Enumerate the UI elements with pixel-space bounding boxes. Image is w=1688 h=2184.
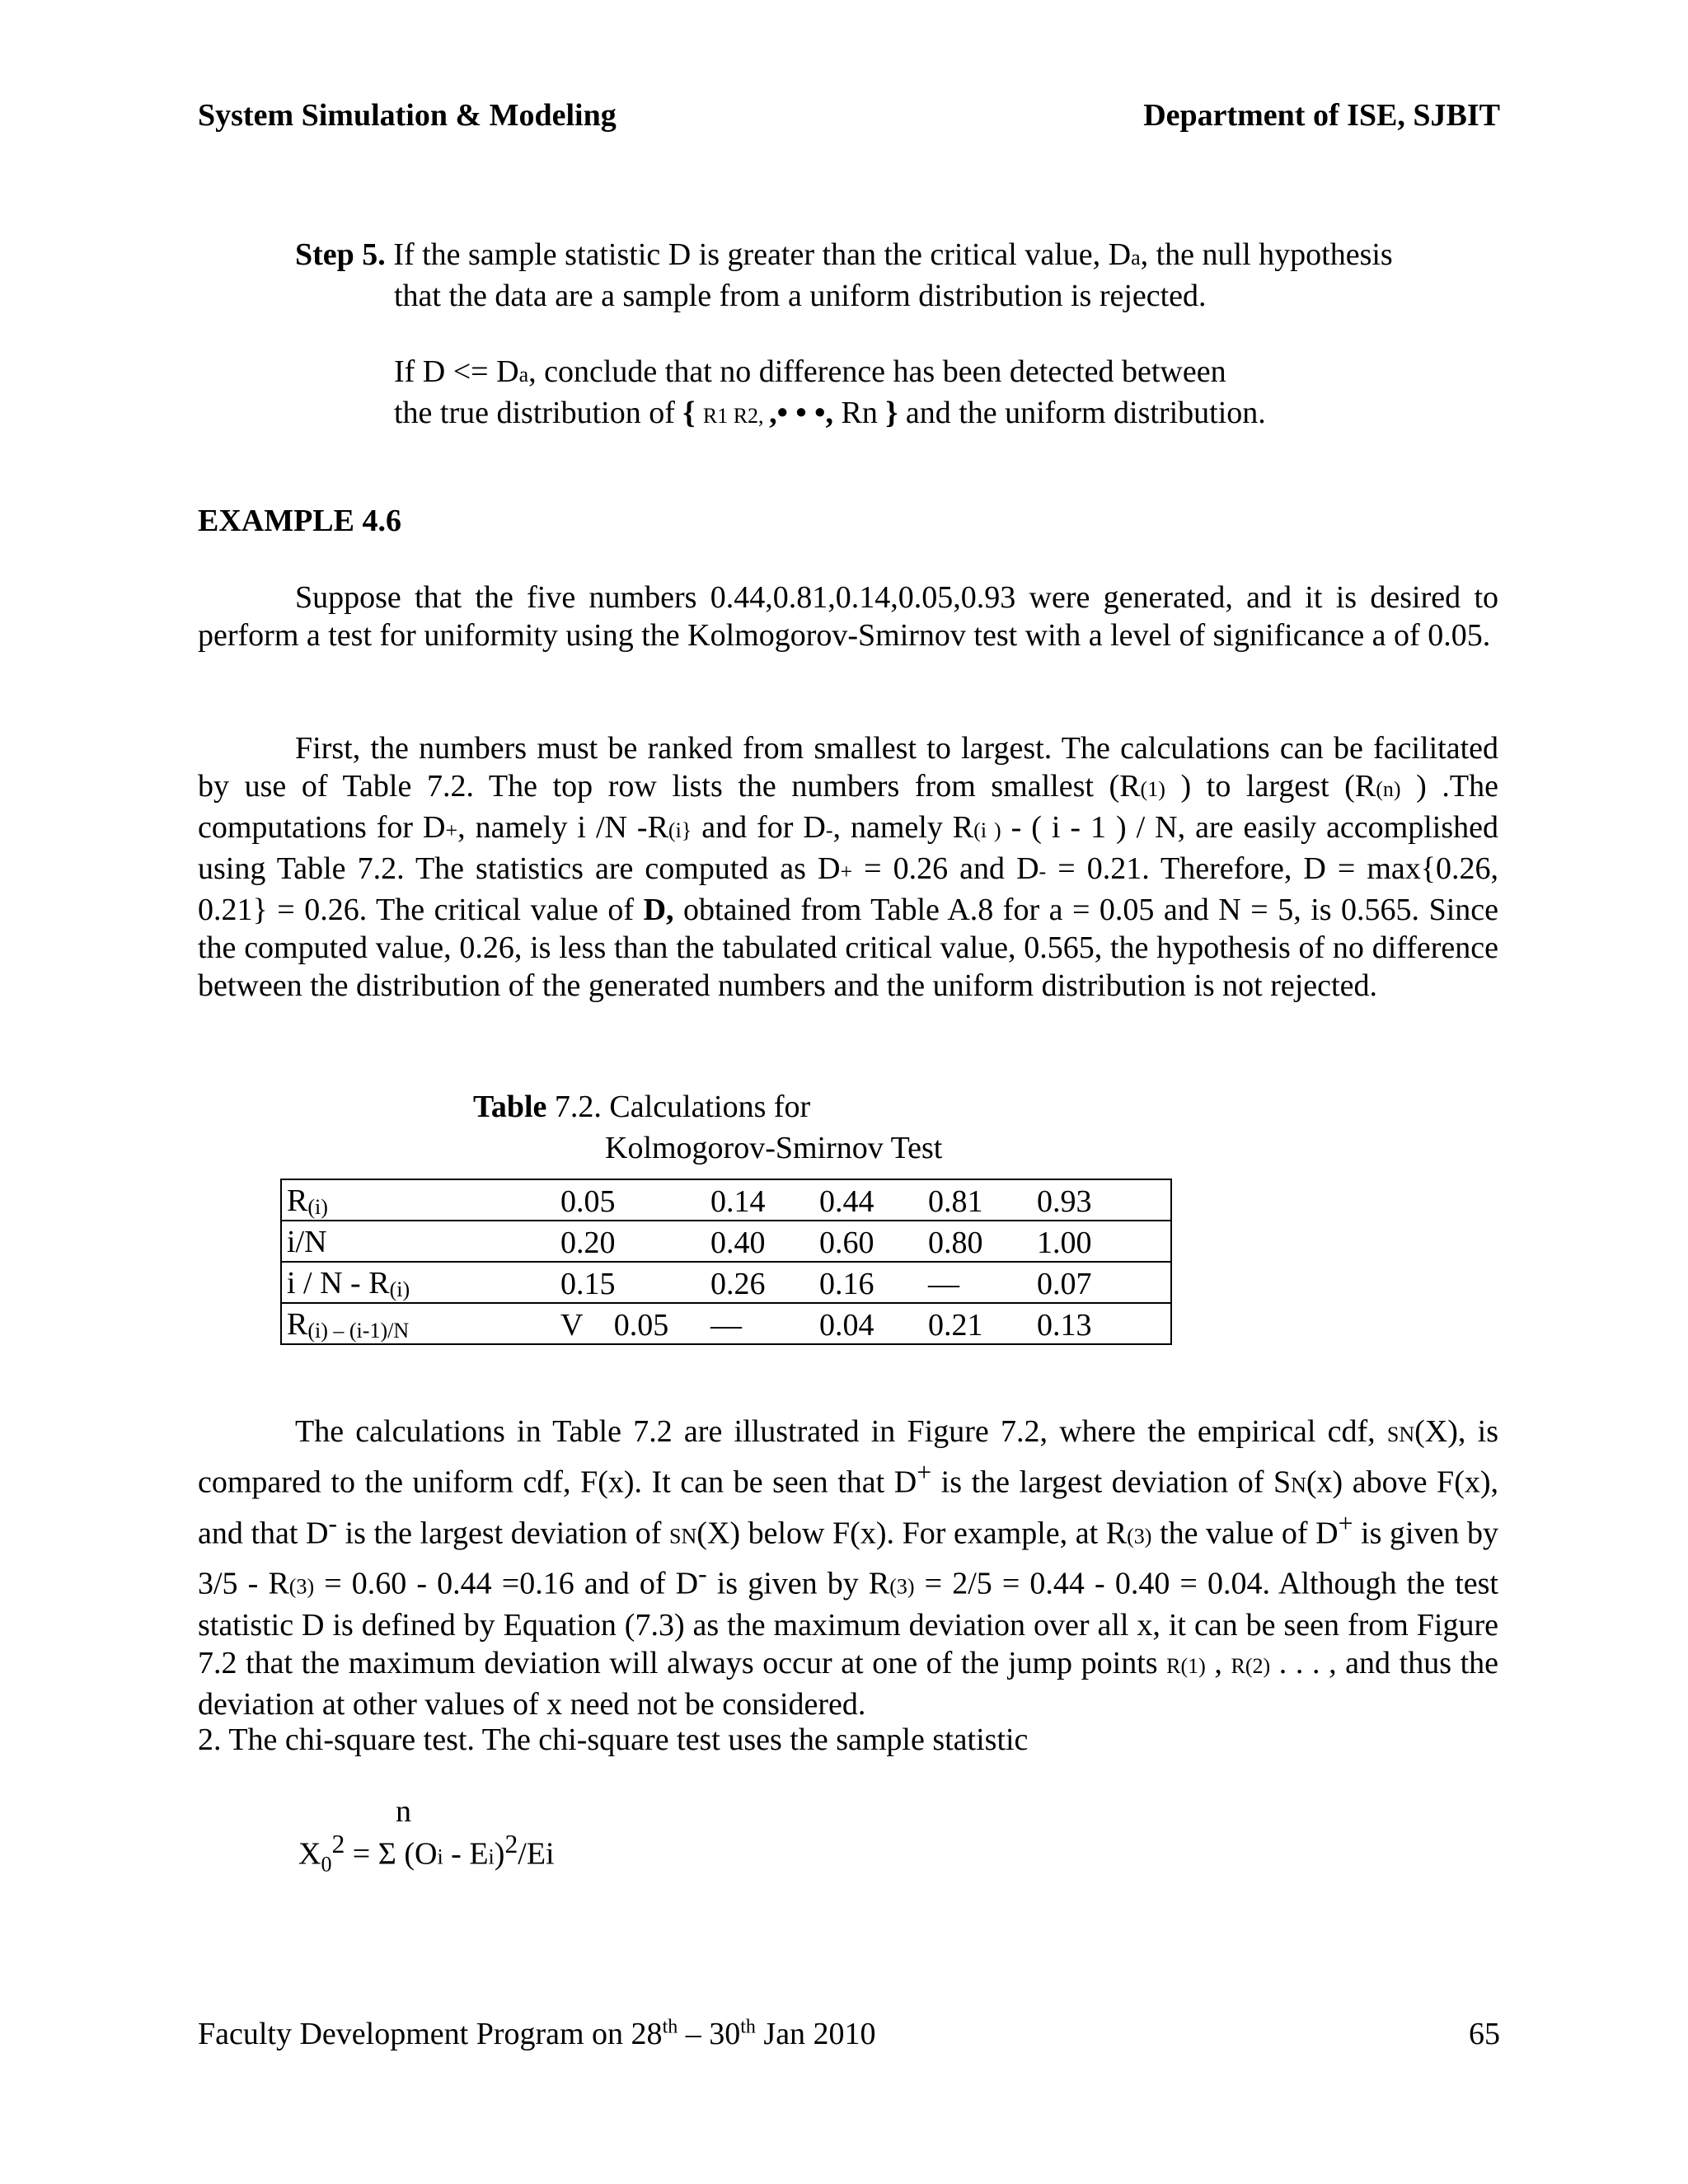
table-cell: 0.07 — [1032, 1262, 1171, 1303]
row-label: i / N - R(i) — [281, 1262, 556, 1303]
step5-line1: Step 5. If the sample statistic D is greater than the critical value, Da, the null hypothesis — [295, 237, 1393, 272]
table-cell: 0.13 — [1032, 1303, 1171, 1344]
step5-label: Step 5. — [295, 237, 386, 272]
chi-square-intro: 2. The chi-square test. The chi-square test uses the sample statistic — [198, 1722, 1029, 1757]
figure-discussion-paragraph: The calculations in Table 7.2 are illustrated in Figure 7.2, where the empirical cdf, SN(X), is compared to the uniform cdf, F(x). It can be seen that D+ is the largest deviation of SN(x) above F(x), and that D- is the largest deviation of SN(X) below F(x). For example, at R(3) the value of D+ is given by 3/5 - R(3) = 0.60 - 0.44 =0.16 and of D- is given by R(3) = 2/5 = 0.44 - 0.40 = 0.04. Although the test statistic D is defined by Equation (7.3) as the maximum deviation over all x, it can be seen from Figure 7.2 that the maximum deviation will always occur at one of the jump points R(1) , R(2) . . . , and thus the deviation at other values of x need not be considered. — [198, 1414, 1499, 1722]
table-cell: 0.14 — [706, 1179, 814, 1221]
chi-square-equation: $X_0^2 = \Sigma$ (Oi - Ei)$^2$/Ei — [298, 1830, 555, 1877]
example-paragraph-2: First, the numbers must be ranked from smallest to largest. The calculations can be facilitated by use of Table 7.2. The top row lists the numbers from smallest (R(1) ) to largest (R(n) ) .The computations for D+, namely i /N -R(i} and for D-, namely R(i ) - ( i - 1 ) / N, are easily accomplished using Table 7.2. The statistics are computed as D+ = 0.26 and D- = 0.21. Therefore, D = max{0.26, 0.21} = 0.26. The critical value of D, obtained from Table A.8 for a = 0.05 and N = 5, is 0.565. Since the computed value, 0.26, is less than the tabulated critical value, 0.565, the hypothesis of no difference between the distribution of the generated numbers and the uniform distribution is not rejected. — [198, 731, 1498, 1003]
header-right: Department of ISE, SJBIT — [1143, 98, 1500, 133]
table-cell: 0.20 — [556, 1221, 706, 1262]
table-row — [281, 1221, 1171, 1262]
table-cell: 0.60 — [814, 1221, 923, 1262]
row-label: i/N — [281, 1221, 556, 1262]
table-row — [281, 1262, 1171, 1303]
table-cell: 0.93 — [1032, 1179, 1171, 1221]
table-cell: 0.05 — [556, 1179, 706, 1221]
example-paragraph-1: Suppose that the five numbers 0.44,0.81,0.14,0.05,0.93 were generated, and it is desired to perform a test for uniformity using the Kolmogorov-Smirnov test with a level of significance a of 0.05. — [198, 580, 1498, 653]
table-cell: 0.21 — [923, 1303, 1032, 1344]
table-cell: 0.40 — [706, 1221, 814, 1262]
table-cell: 0.44 — [814, 1179, 923, 1221]
table-cell: 0.15 — [556, 1262, 706, 1303]
ks-table — [280, 1179, 1172, 1345]
step5-line4: the true distribution of { R1 R2, ,• • •, Rn } and the uniform distribution. — [394, 396, 1266, 430]
sum-upper-limit: n — [396, 1794, 411, 1829]
header-left: System Simulation & Modeling — [198, 98, 617, 133]
table-cell: V 0.05 — [556, 1303, 706, 1344]
table-cell: — — [706, 1303, 814, 1344]
table-row — [281, 1179, 1171, 1221]
step5-line3: If D <= Da, conclude that no difference has been detected between — [394, 354, 1226, 389]
example-title: EXAMPLE 4.6 — [198, 504, 401, 538]
table-cell: 0.26 — [706, 1262, 814, 1303]
row-label: R(i) – (i-1)/N — [281, 1303, 556, 1344]
table-cell: 1.00 — [1032, 1221, 1171, 1262]
table-cell: 0.80 — [923, 1221, 1032, 1262]
table-cell: — — [923, 1262, 1032, 1303]
step5-line2: that the data are a sample from a uniform distribution is rejected. — [394, 279, 1207, 313]
page-number: 65 — [1469, 2017, 1500, 2051]
table-cell: 0.81 — [923, 1179, 1032, 1221]
row-label: R(i) — [281, 1179, 556, 1221]
table-row — [281, 1303, 1171, 1344]
table-caption: Table 7.2. Calculations for Kolmogorov-Smirnov Test — [473, 1090, 943, 1165]
footer-left: Faculty Development Program on 28th – 30th Jan 2010 — [198, 2016, 876, 2051]
step5-block — [295, 236, 1482, 435]
table-cell: 0.04 — [814, 1303, 923, 1344]
table-cell: 0.16 — [814, 1262, 923, 1303]
